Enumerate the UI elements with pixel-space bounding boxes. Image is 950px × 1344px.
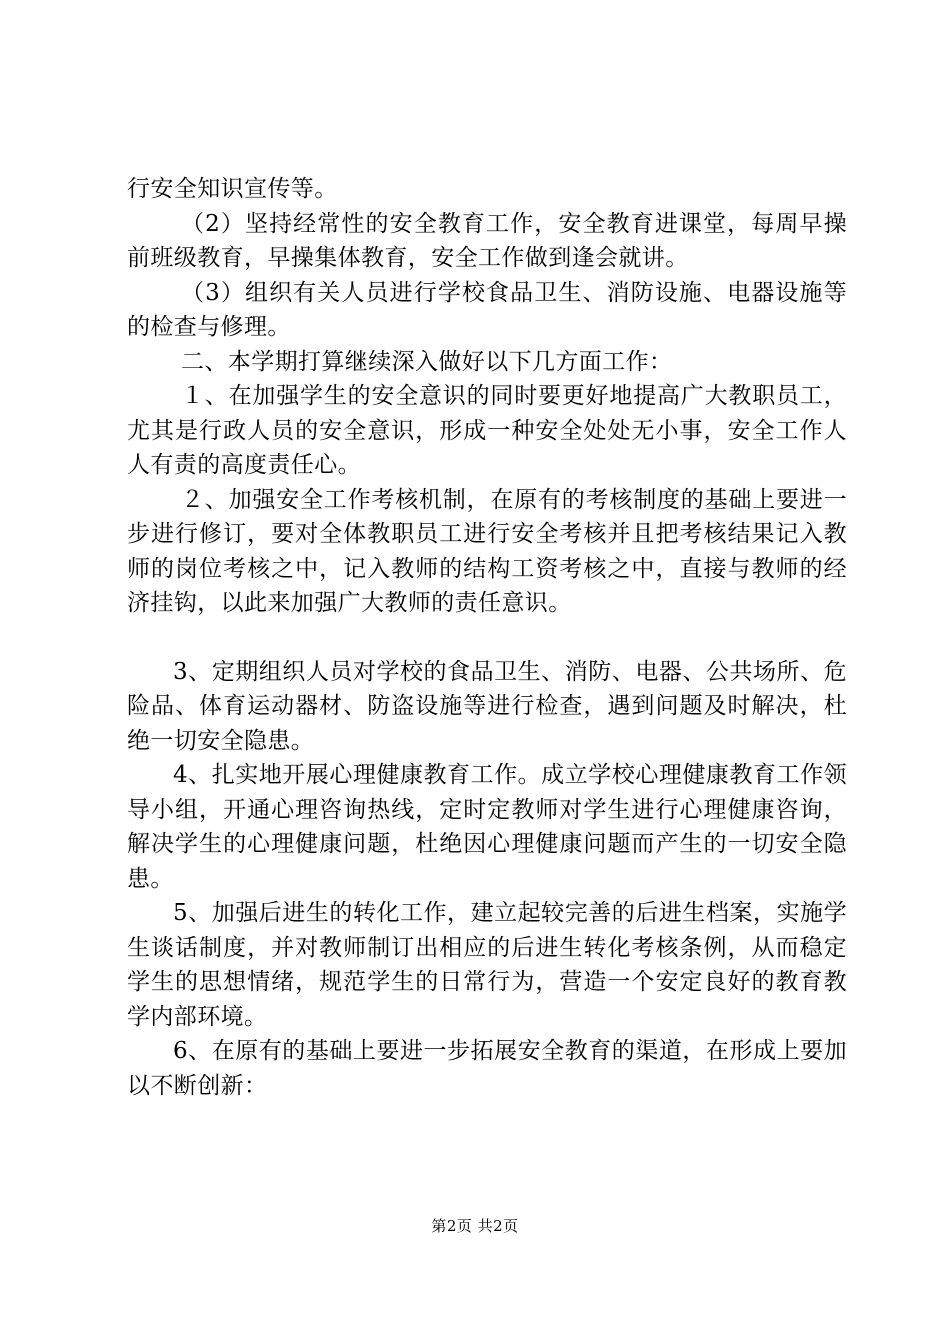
plan-item-1: １、在加强学生的安全意识的同时要更好地提高广大教职员工，尤其是行政人员的安全意识，形成一种安全处处无小事，安全工作人人有责的高度责任心。 bbox=[127, 383, 847, 478]
plan-item-2: ２、加强安全工作考核机制，在原有的考核制度的基础上要进一步进行修订，要对全体教职员工进行安全考核并且把考核结果记入教师的岗位考核之中，记入教师的结构工资考核之中，直接与教师的经济挂钩，以此来加强广大教师的责任意识。 bbox=[127, 486, 847, 616]
paragraph-item-2: （2）坚持经常性的安全教育工作，安全教育进课堂，每周早操前班级教育，早操集体教育，安全工作做到逢会就讲。 bbox=[127, 210, 847, 271]
document-body bbox=[127, 172, 847, 1103]
plan-item-6: 6、在原有的基础上要进一步拓展安全教育的渠道，在形成上要加以不断创新： bbox=[127, 1038, 847, 1099]
page-footer: 第2页 共2页 bbox=[431, 1217, 519, 1235]
plan-item-5: 5、加强后进生的转化工作，建立起较完善的后进生档案，实施学生谈话制度，并对教师制订出相应的后进生转化考核条例，从而稳定学生的思想情绪，规范学生的日常行为，营造一个安定良好的教育教学内部环境。 bbox=[127, 900, 847, 1030]
paragraph-item-3: （3）组织有关人员进行学校食品卫生、消防设施、电器设施等的检查与修理。 bbox=[127, 279, 847, 340]
section-heading-two: 二、本学期打算继续深入做好以下几方面工作： bbox=[181, 348, 673, 375]
plan-item-4: 4、扎实地开展心理健康教育工作。成立学校心理健康教育工作领导小组，开通心理咨询热线，定时定教师对学生进行心理健康咨询，解决学生的心理健康问题，杜绝因心理健康问题而产生的一切安全隐患。 bbox=[127, 762, 847, 892]
plan-item-3: 3、定期组织人员对学校的食品卫生、消防、电器、公共场所、危险品、体育运动器材、防盗设施等进行检查，遇到问题及时解决，杜绝一切安全隐患。 bbox=[127, 658, 847, 754]
paragraph-continuation: 行安全知识宣传等。 bbox=[127, 176, 338, 202]
